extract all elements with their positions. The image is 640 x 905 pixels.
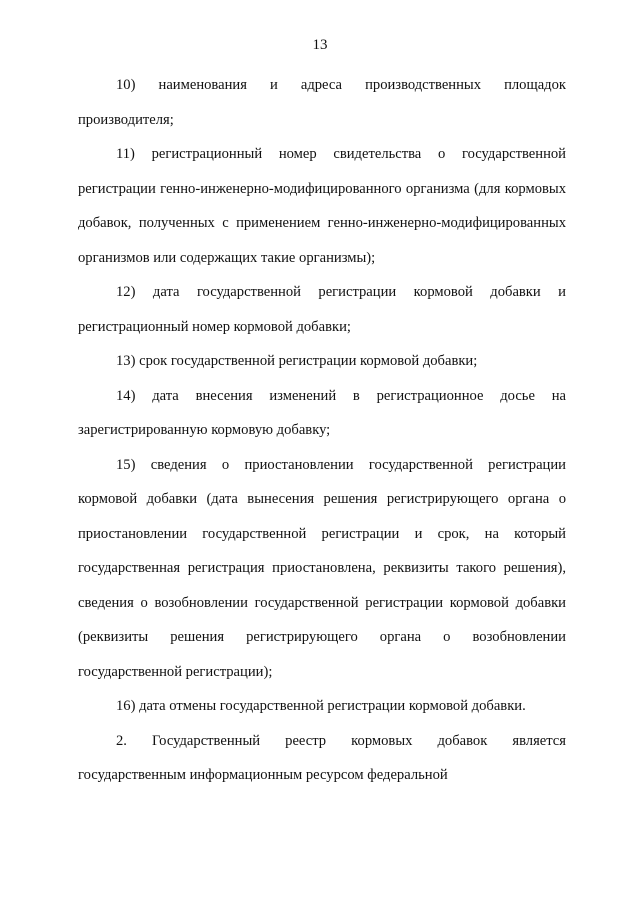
list-item-13: 13) срок государственной регистрации кормовой добавки; [116,353,478,369]
document-body [78,68,566,793]
list-item-15: 15) сведения о приостановлении государственной регистрации кормовой добавки (дата вынесения решения регистрирующего органа о приостановлении государственной регистрации и срок, на который государственная регистрация приостановлена, реквизиты такого решения), сведения о возобновлении государственной регистрации кормовой добавки (реквизиты решения регистрирующего органа о возобновлении государственной регистрации); [78,456,566,680]
list-item-10: 10) наименования и адреса производственных площадок производителя; [78,77,566,128]
section-paragraph-2: 2. Государственный реестр кормовых добавок является государственным информационным ресурсом федеральной [78,732,566,783]
list-item-11: 11) регистрационный номер свидетельства о государственной регистрации генно-инженерно-модифицированного организма (для кормовых добавок, полученных с применением генно-инженерно-модифицированных организмов или содержащих такие организмы); [78,146,566,266]
list-item-16: 16) дата отмены государственной регистрации кормовой добавки. [116,698,526,714]
page-number: 13 [312,37,328,53]
list-item-12: 12) дата государственной регистрации кормовой добавки и регистрационный номер кормовой добавки; [78,284,566,335]
list-item-14: 14) дата внесения изменений в регистрационное досье на зарегистрированную кормовую добавку; [78,387,566,438]
